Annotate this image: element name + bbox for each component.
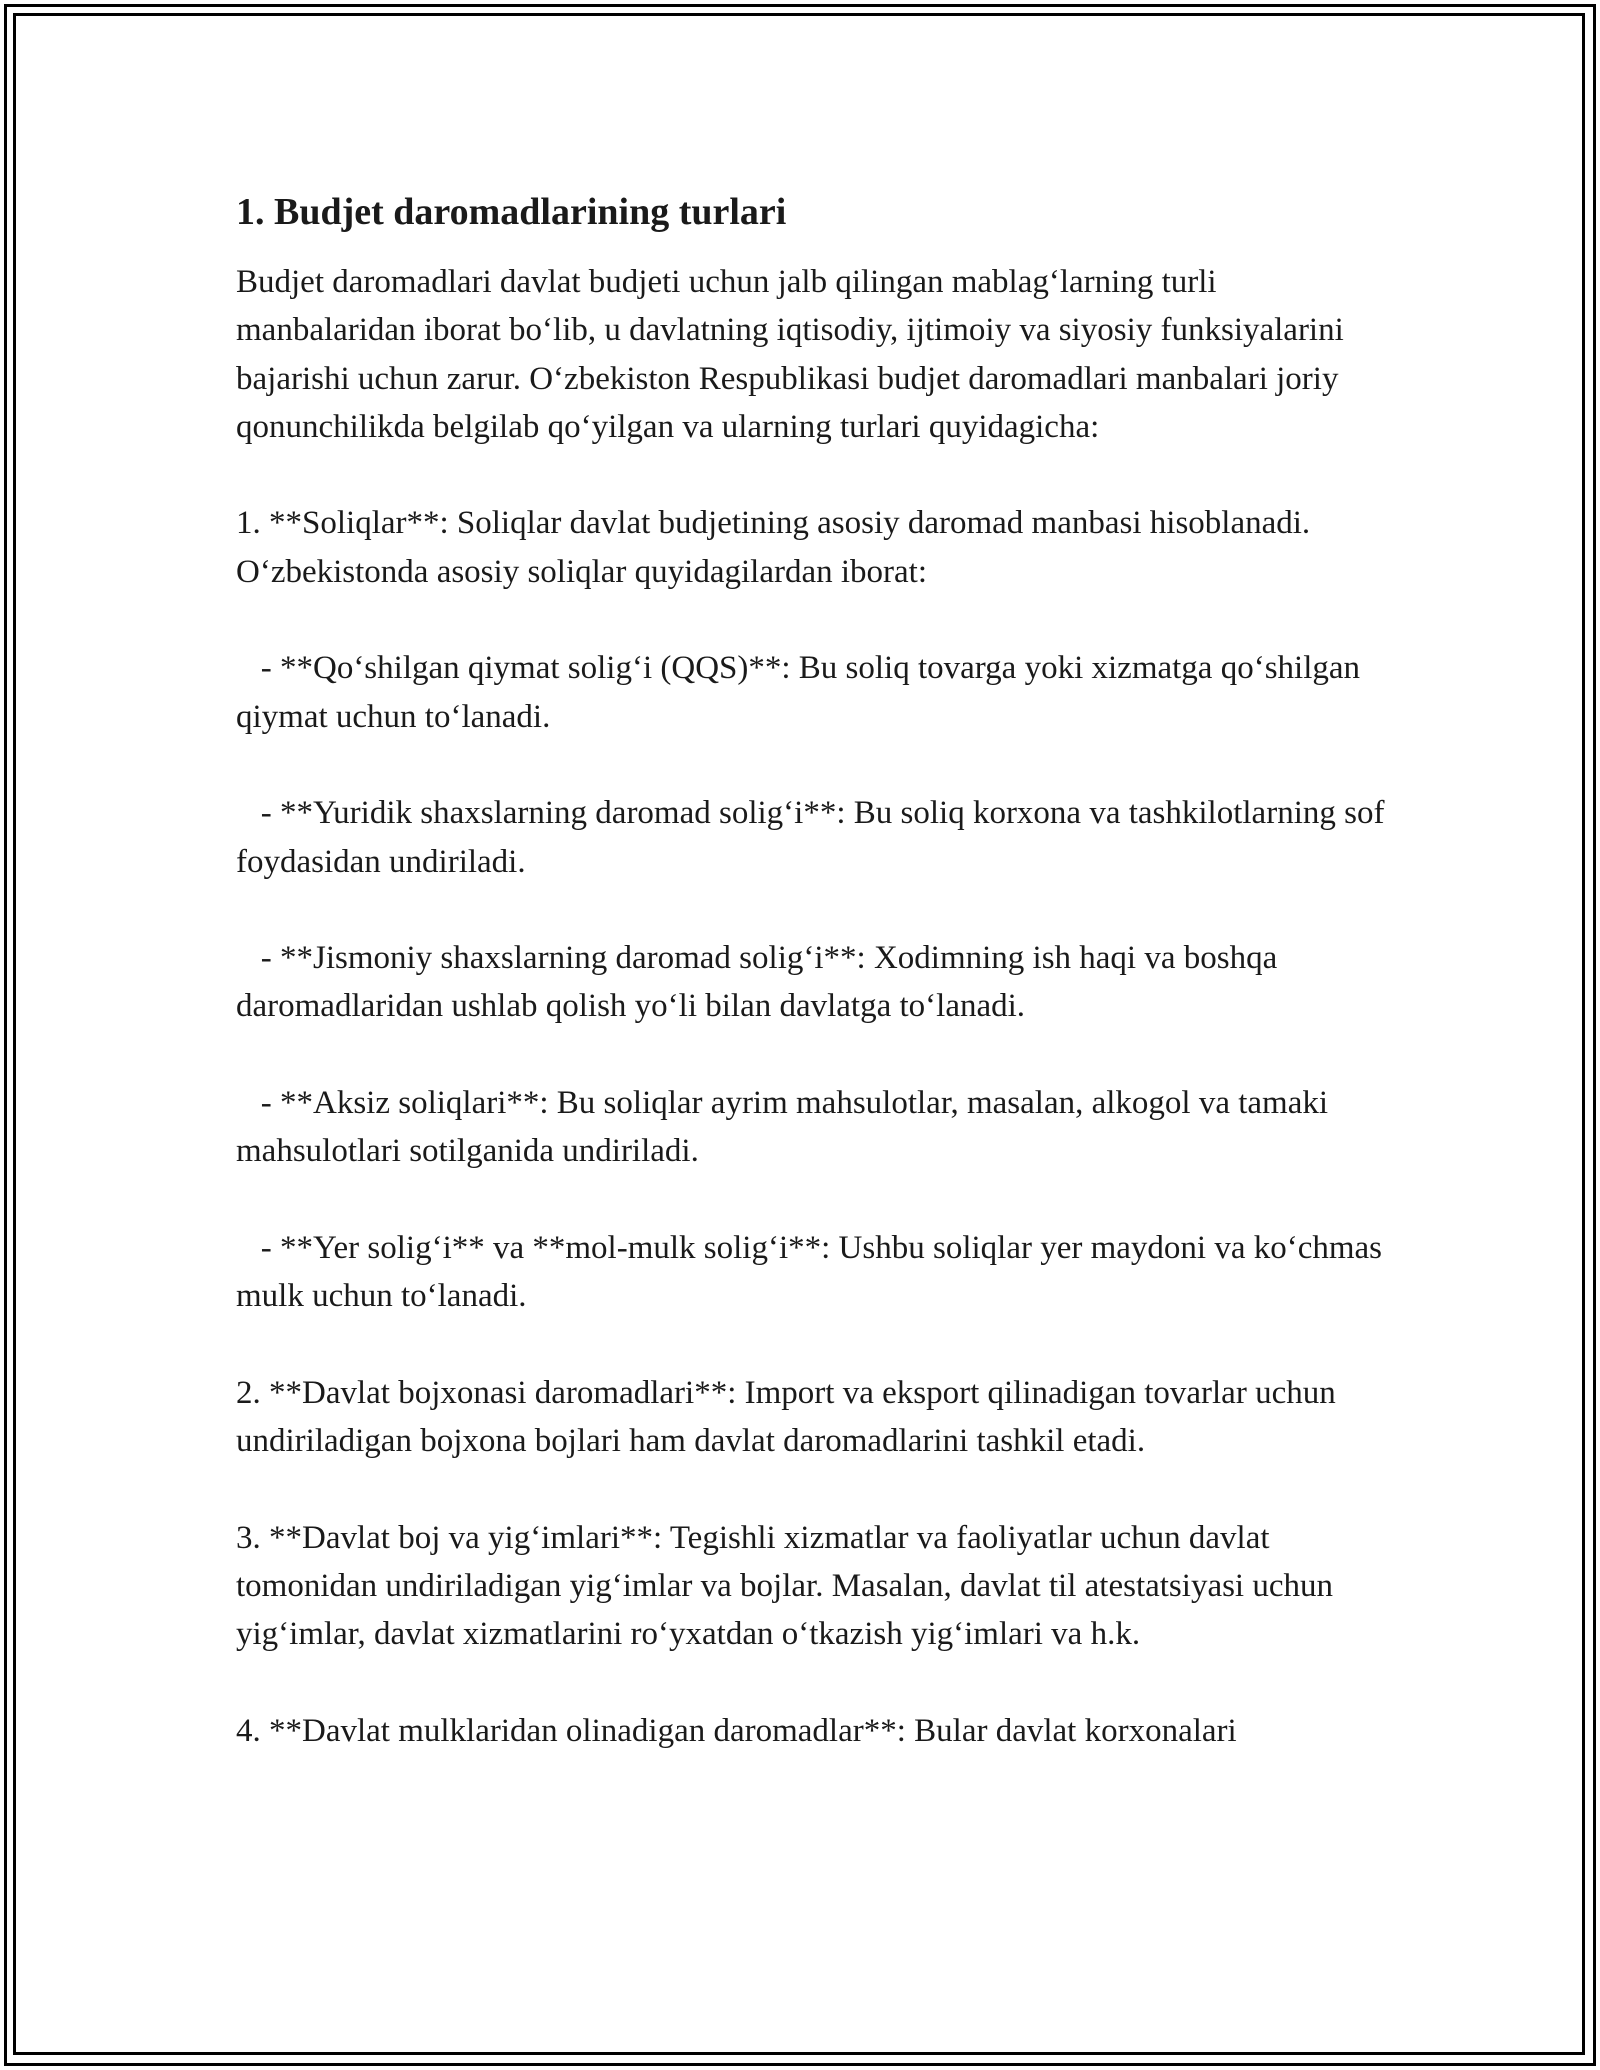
sub-item-qqs: - **Qo‘shilgan qiymat solig‘i (QQS)**: Bu soliq tovarga yoki xizmatga qo‘shilgan qiymat uchun to‘lanadi. — [236, 650, 1369, 735]
document-body — [236, 186, 1393, 1755]
list-item-boj-va-yigimlar: 3. **Davlat boj va yig‘imlari**: Tegishli xizmatlar va faoliyatlar uchun davlat tomonidan undiriladigan yig‘imlar va bojlar. Masalan, davlat til atestatsiyasi uchun yig‘imlar, davlat xizmatlarini ro‘yxatdan o‘tkazish yig‘imlari va h.k. — [236, 1519, 1342, 1653]
sub-item-aksiz-soliqlari: - **Aksiz soliqlari**: Bu soliqlar ayrim mahsulotlar, masalan, alkogol va tamaki mahsulotlari sotilganida undiriladi. — [236, 1085, 1337, 1170]
list-item-davlat-mulklari: 4. **Davlat mulklaridan olinadigan daromadlar**: Bular davlat korxonalari — [236, 1712, 1237, 1749]
sub-item-yuridik-daromad-soligi: - **Yuridik shaxslarning daromad solig‘i**: Bu soliq korxona va tashkilotlarning sof foydasidan undiriladi. — [236, 795, 1393, 880]
sub-item-yer-mol-mulk-soligi: - **Yer solig‘i** va **mol-mulk solig‘i**: Ushbu soliqlar yer maydoni va ko‘chmas mulk uchun to‘lanadi. — [236, 1229, 1391, 1315]
list-item-bojxona-daromadlari: 2. **Davlat bojxonasi daromadlari**: Import va eksport qilinadigan tovarlar uchun undiriladigan bojxona bojlari ham davlat daromadlarini tashkil etadi. — [236, 1374, 1344, 1460]
sub-item-jismoniy-daromad-soligi: - **Jismoniy shaxslarning daromad solig‘i**: Xodimning ish haqi va boshqa daromadlaridan ushlab qolish yo‘li bilan davlatga to‘lanadi. — [236, 940, 1286, 1025]
intro-paragraph: Budjet daromadlari davlat budjeti uchun jalb qilingan mablag‘larning turli manbalaridan iborat bo‘lib, u davlatning iqtisodiy, ijtimoiy va siyosiy funksiyalarini bajarishi uchun zarur. O‘zbekiston Respublikasi budjet daromadlari manbalari joriy qonunchilikda belgilab qo‘yilgan va ularning turlari quyidagicha: — [236, 264, 1353, 445]
list-item-soliqlar: 1. **Soliqlar**: Soliqlar davlat budjetining asosiy daromad manbasi hisoblanadi. O‘zbekistonda asosiy soliqlar quyidagilardan iborat: — [236, 505, 1319, 590]
document-heading: 1. Budjet daromadlarining turlari — [236, 191, 787, 233]
